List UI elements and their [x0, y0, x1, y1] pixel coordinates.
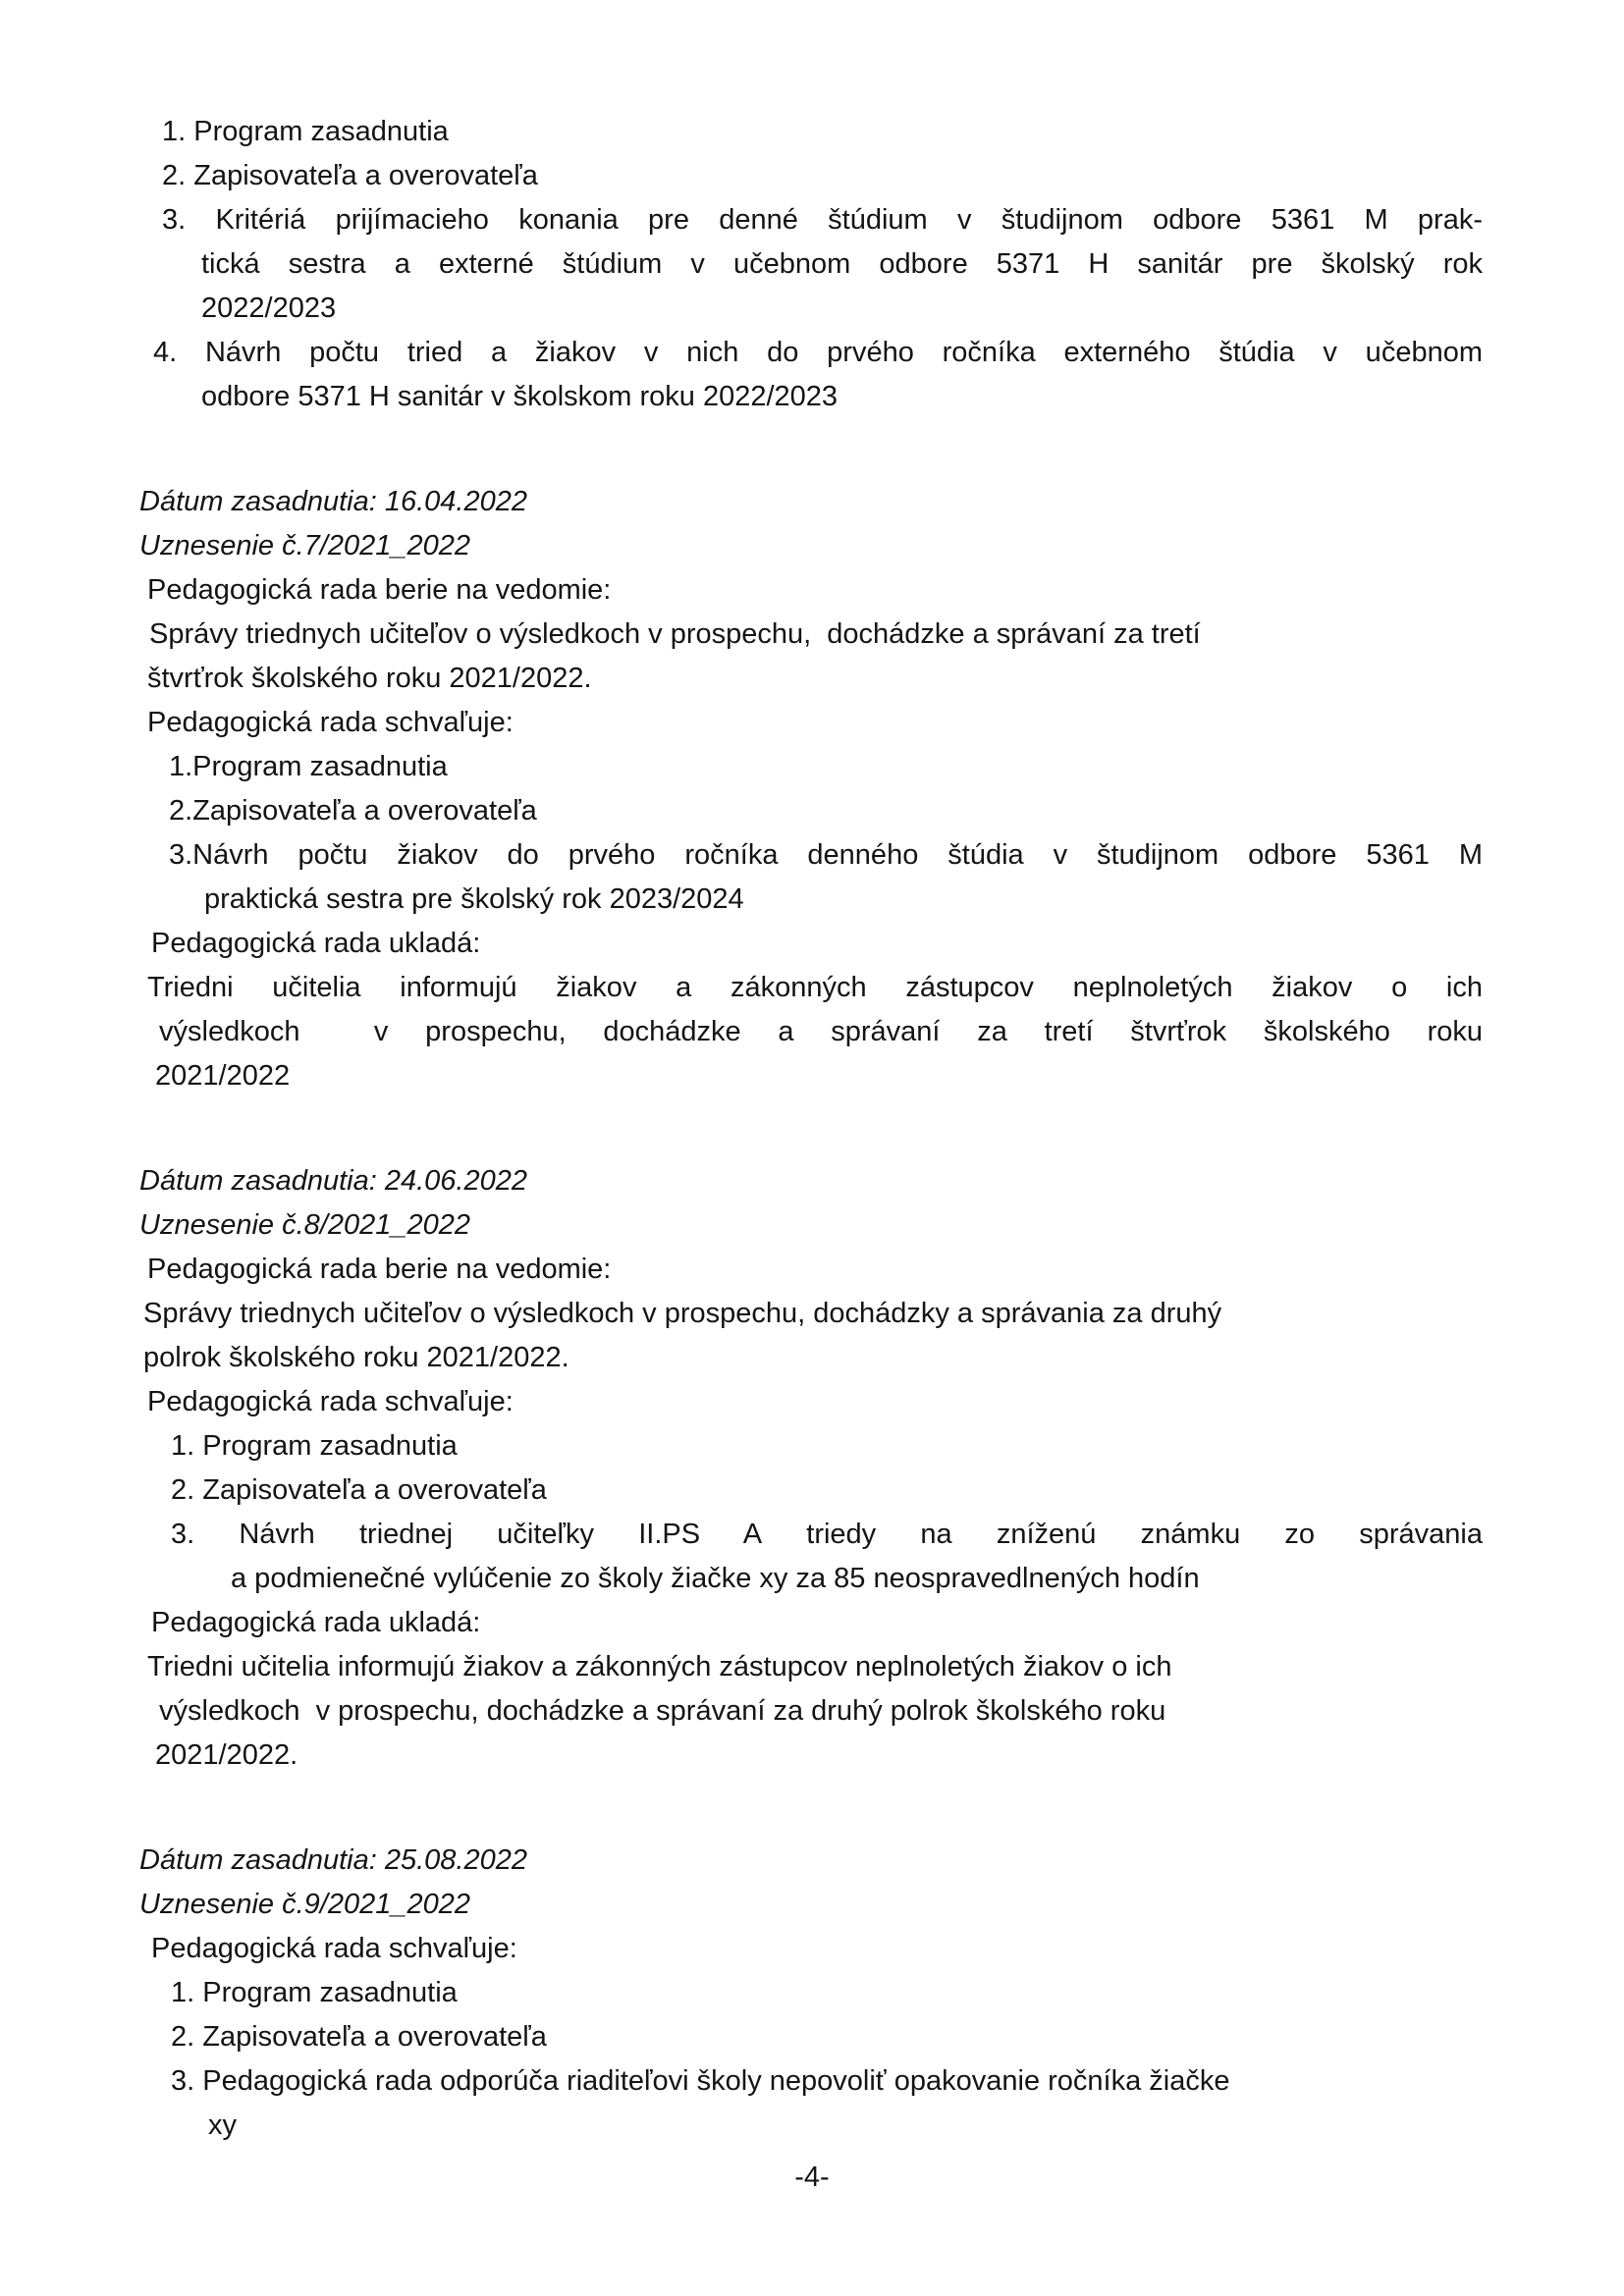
list-item: 1. Program zasadnutia	[171, 1977, 458, 2008]
section-heading: Pedagogická rada schvaľuje:	[147, 707, 514, 738]
list-item: 2. Zapisovateľa a overovateľa	[162, 160, 538, 191]
resolution-number: Uznesenie č.8/2021_2022	[139, 1209, 470, 1241]
list-item: 2.Zapisovateľa a overovateľa	[169, 795, 537, 827]
section-heading: Pedagogická rada berie na vedomie:	[147, 574, 612, 606]
section-heading: Pedagogická rada schvaľuje:	[151, 1933, 517, 1964]
list-item-continuation: odbore 5371 H sanitár v školskom roku 2022/2023	[201, 381, 839, 412]
meeting-date: Dátum zasadnutia: 16.04.2022	[139, 486, 527, 517]
list-item: 4. Návrh počtu tried a žiakov v nich do prvého ročníka externého štúdia v učebnom	[153, 337, 1483, 368]
paragraph-line: výsledkoch v prospechu, dochádzke a správaní za tretí štvrťrok školského roku	[159, 1016, 1483, 1047]
meeting-date: Dátum zasadnutia: 24.06.2022	[139, 1165, 527, 1197]
list-item: 3. Návrh triednej učiteľky II.PS A triedy na zníženú známku zo správania	[171, 1519, 1483, 1550]
paragraph-line: 2021/2022.	[155, 1739, 298, 1771]
paragraph-line: Správy triednych učiteľov o výsledkoch v prospechu, dochádzke a správaní za tretí	[149, 618, 1201, 650]
list-item-continuation: tická sestra a externé štúdium v učebnom odbore 5371 H sanitár pre školský rok	[201, 248, 1483, 280]
list-item-continuation: a podmienečné vylúčenie zo školy žiačke xy za 85 neospravedlnených hodín	[231, 1563, 1200, 1594]
list-item: 1.Program zasadnutia	[169, 751, 448, 782]
section-heading: Pedagogická rada berie na vedomie:	[147, 1254, 612, 1285]
list-item: 2. Zapisovateľa a overovateľa	[171, 1474, 547, 1506]
resolution-number: Uznesenie č.9/2021_2022	[139, 1889, 470, 1920]
section-heading: Pedagogická rada ukladá:	[151, 928, 481, 959]
list-item: 3. Kritériá prijímacieho konania pre denné štúdium v študijnom odbore 5361 M prak-	[162, 204, 1483, 236]
list-item-continuation: praktická sestra pre školský rok 2023/2024	[204, 883, 744, 915]
resolution-number: Uznesenie č.7/2021_2022	[139, 530, 470, 561]
list-item: 2. Zapisovateľa a overovateľa	[171, 2021, 547, 2053]
list-item-continuation: 2022/2023	[201, 293, 337, 324]
document-body	[137, 110, 1483, 2148]
list-item: 3.Návrh počtu žiakov do prvého ročníka denného štúdia v študijnom odbore 5361 M	[169, 839, 1483, 871]
paragraph-line: Triedni učitelia informujú žiakov a zákonných zástupcov neplnoletých žiakov o ich	[147, 972, 1483, 1003]
list-item-continuation: xy	[208, 2109, 237, 2141]
section-heading: Pedagogická rada schvaľuje:	[147, 1386, 514, 1417]
paragraph-line: výsledkoch v prospechu, dochádzke a správaní za druhý polrok školského roku	[159, 1695, 1166, 1727]
paragraph-line: štvrťrok školského roku 2021/2022.	[147, 663, 592, 694]
page-number: -4-	[794, 2162, 830, 2193]
list-item: 1. Program zasadnutia	[171, 1430, 458, 1462]
paragraph-line: Správy triednych učiteľov o výsledkoch v prospechu, dochádzky a správania za druhý	[143, 1298, 1222, 1329]
paragraph-line: Triedni učitelia informujú žiakov a zákonných zástupcov neplnoletých žiakov o ich	[147, 1651, 1172, 1682]
list-item: 3. Pedagogická rada odporúča riaditeľovi školy nepovoliť opakovanie ročníka žiačke	[171, 2065, 1230, 2097]
paragraph-line: polrok školského roku 2021/2022.	[143, 1342, 569, 1373]
list-item: 1. Program zasadnutia	[162, 116, 449, 147]
paragraph-line: 2021/2022	[155, 1060, 291, 1092]
section-heading: Pedagogická rada ukladá:	[151, 1607, 481, 1638]
meeting-date: Dátum zasadnutia: 25.08.2022	[139, 1844, 527, 1876]
